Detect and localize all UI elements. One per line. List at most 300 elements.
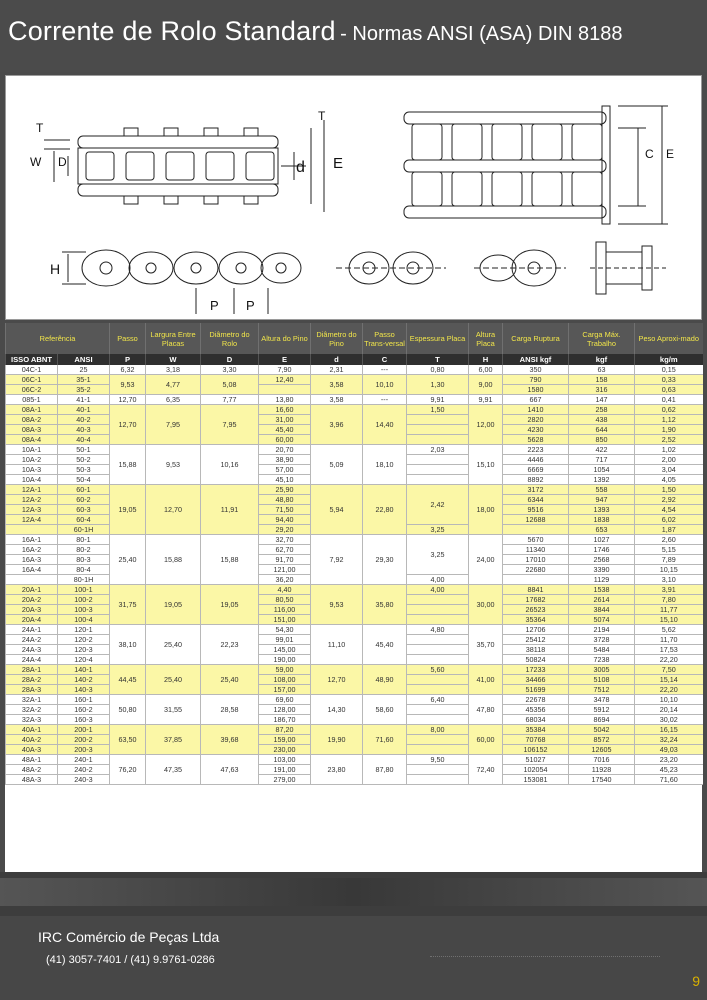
table-cell: 12,70 [311, 665, 363, 695]
subheader-cell: E [259, 354, 311, 365]
table-cell: 08A-2 [6, 415, 58, 425]
table-cell: 5484 [569, 645, 635, 655]
table-cell: 58,60 [363, 695, 407, 725]
table-cell: 45,40 [363, 625, 407, 665]
table-cell: 159,00 [259, 735, 311, 745]
table-cell: 62,70 [259, 545, 311, 555]
table-cell: 186,70 [259, 715, 311, 725]
table-cell: 9,53 [110, 375, 146, 395]
table-cell: 12706 [503, 625, 569, 635]
table-cell: 30,00 [469, 585, 503, 625]
subheader-cell: H [469, 354, 503, 365]
table-cell: 11,77 [635, 605, 703, 615]
table-cell: 100-4 [58, 615, 110, 625]
subheader-cell: C [363, 354, 407, 365]
table-cell: 10,10 [635, 695, 703, 705]
table-cell: 100-2 [58, 595, 110, 605]
subheader-cell: P [110, 354, 146, 365]
table-cell: 35-1 [58, 375, 110, 385]
table-cell: 5,94 [311, 485, 363, 535]
header-pin-diameter: Diâmetro do Pino [311, 323, 363, 354]
table-cell: 1,87 [635, 525, 703, 535]
table-cell: 12A-3 [6, 505, 58, 515]
table-cell: 20,70 [259, 445, 311, 455]
table-cell: 48A-3 [6, 775, 58, 785]
table-cell: 121,00 [259, 565, 311, 575]
table-cell [407, 615, 469, 625]
table-cell: 157,00 [259, 685, 311, 695]
decorative-band [0, 872, 707, 916]
table-cell: 71,50 [259, 505, 311, 515]
table-cell: 1,30 [407, 375, 469, 395]
table-cell: 653 [569, 525, 635, 535]
table-cell: 140-3 [58, 685, 110, 695]
header-reference: Referência [6, 323, 110, 354]
table-cell: 32,70 [259, 535, 311, 545]
subheader-cell: kgf [569, 354, 635, 365]
table-cell: 71,60 [635, 775, 703, 785]
table-cell: 153081 [503, 775, 569, 785]
table-cell: 71,60 [363, 725, 407, 755]
table-cell: 4,00 [407, 585, 469, 595]
table-cell: 20,14 [635, 705, 703, 715]
table-cell: 7,77 [201, 395, 259, 405]
table-cell: 1,50 [407, 405, 469, 415]
table-cell: 6669 [503, 465, 569, 475]
table-cell: 15,88 [146, 535, 201, 585]
table-cell: 87,20 [259, 725, 311, 735]
table-cell: 50-1 [58, 445, 110, 455]
table-cell: 12A-4 [6, 515, 58, 525]
page-title [8, 16, 622, 47]
table-cell: 0,41 [635, 395, 703, 405]
table-cell: 12A-2 [6, 495, 58, 505]
table-cell: 7,95 [201, 405, 259, 445]
table-cell: 16A-4 [6, 565, 58, 575]
table-cell: 17010 [503, 555, 569, 565]
table-cell [503, 575, 569, 585]
table-cell: 9,53 [146, 445, 201, 485]
table-cell: 47,80 [469, 695, 503, 725]
table-cell: 29,20 [259, 525, 311, 535]
phone-numbers: (41) 3057-7401 / (41) 9.9761-0286 [46, 954, 215, 966]
table-cell: 80-1 [58, 535, 110, 545]
table-cell: 47,63 [201, 755, 259, 785]
table-cell: 06C-2 [6, 385, 58, 395]
table-cell: 34466 [503, 675, 569, 685]
table-cell: 20A-3 [6, 605, 58, 615]
table-cell [407, 595, 469, 605]
table-cell: 80-3 [58, 555, 110, 565]
header-weight: Peso Aproxi-mado [635, 323, 703, 354]
table-cell [407, 735, 469, 745]
table-cell: 20A-1 [6, 585, 58, 595]
table-cell: 5,62 [635, 625, 703, 635]
table-cell [407, 715, 469, 725]
table-cell: 31,55 [146, 695, 201, 725]
table-cell: 20A-4 [6, 615, 58, 625]
subheader-cell: W [146, 354, 201, 365]
table-cell: 38,10 [110, 625, 146, 665]
table-cell: 558 [569, 485, 635, 495]
table-cell: 9,91 [407, 395, 469, 405]
table-cell: 7,80 [635, 595, 703, 605]
table-cell [259, 385, 311, 395]
table-cell: 60-2 [58, 495, 110, 505]
table-cell: 17682 [503, 595, 569, 605]
decorative-stripe [0, 878, 707, 906]
table-cell: 5,15 [635, 545, 703, 555]
header-pin-height: Altura do Pino [259, 323, 311, 354]
table-cell: 60,00 [259, 435, 311, 445]
header-pitch: Passo [110, 323, 146, 354]
table-cell: 3390 [569, 565, 635, 575]
table-cell: 9516 [503, 505, 569, 515]
table-cell: 15,14 [635, 675, 703, 685]
table-cell: 230,00 [259, 745, 311, 755]
table-cell: 24A-1 [6, 625, 58, 635]
table-row [6, 485, 703, 495]
table-cell: 25,40 [201, 665, 259, 695]
table-cell: 5,60 [407, 665, 469, 675]
table-cell: 11,91 [201, 485, 259, 535]
table-cell: 60-3 [58, 505, 110, 515]
table-cell: 2820 [503, 415, 569, 425]
label-P2: P [246, 298, 255, 313]
table-cell: 59,00 [259, 665, 311, 675]
table-cell: 23,80 [311, 755, 363, 785]
table-cell: 48,80 [259, 495, 311, 505]
table-cell: 3,18 [146, 365, 201, 375]
table-cell: 32A-3 [6, 715, 58, 725]
table-cell: 17540 [569, 775, 635, 785]
table-cell: --- [363, 395, 407, 405]
table-cell: 22,23 [201, 625, 259, 665]
table-cell: 9,53 [311, 585, 363, 625]
table-cell: 41,00 [469, 665, 503, 695]
table-cell: 240-1 [58, 755, 110, 765]
label-P1: P [210, 298, 219, 313]
table-cell: 45,10 [259, 475, 311, 485]
table-cell: 24A-3 [6, 645, 58, 655]
table-cell: 644 [569, 425, 635, 435]
header-transverse-pitch: Passo Trans-versal [363, 323, 407, 354]
table-cell: 87,80 [363, 755, 407, 785]
table-cell: 1054 [569, 465, 635, 475]
table-cell: 48A-2 [6, 765, 58, 775]
table-cell: 6,32 [110, 365, 146, 375]
table-cell: 1,50 [635, 485, 703, 495]
table-cell: 200-3 [58, 745, 110, 755]
table-cell: 8694 [569, 715, 635, 725]
table-cell: 23,20 [635, 755, 703, 765]
table-cell: 6,02 [635, 515, 703, 525]
table-cell: 3728 [569, 635, 635, 645]
table-cell: 06C-1 [6, 375, 58, 385]
table-cell: 3,58 [311, 395, 363, 405]
table-cell: 2194 [569, 625, 635, 635]
table-cell: 17233 [503, 665, 569, 675]
table-cell: 70768 [503, 735, 569, 745]
table-cell: 50-3 [58, 465, 110, 475]
table-cell: 49,03 [635, 745, 703, 755]
table-cell: 60,00 [469, 725, 503, 755]
table-cell: 947 [569, 495, 635, 505]
table-cell: 50,80 [110, 695, 146, 725]
table-cell: 790 [503, 375, 569, 385]
table-row [6, 535, 703, 545]
subheader-cell: D [201, 354, 259, 365]
table-cell: 31,75 [110, 585, 146, 625]
table-cell: 8572 [569, 735, 635, 745]
table-cell: 12,70 [146, 485, 201, 535]
label-D: D [58, 155, 67, 169]
table-cell [407, 775, 469, 785]
table-cell: 7,95 [146, 405, 201, 445]
table-cell: 91,70 [259, 555, 311, 565]
table-cell: 10,10 [363, 375, 407, 395]
table-cell [407, 605, 469, 615]
table-cell: 145,00 [259, 645, 311, 655]
table-cell: 10A-3 [6, 465, 58, 475]
table-cell: 0,33 [635, 375, 703, 385]
table-cell: 100-1 [58, 585, 110, 595]
subheader-cell: ISSO ABNT [6, 354, 58, 365]
table-cell: 04C-1 [6, 365, 58, 375]
table-cell: 22680 [503, 565, 569, 575]
table-cell: 15,10 [469, 445, 503, 485]
table-cell [407, 455, 469, 465]
table-cell: 10A-4 [6, 475, 58, 485]
table-cell: 5,08 [201, 375, 259, 395]
table-row [6, 725, 703, 735]
table-row [6, 445, 703, 455]
table-cell: 24A-4 [6, 655, 58, 665]
table-cell: 4230 [503, 425, 569, 435]
table-cell: 7,92 [311, 535, 363, 585]
table-cell: 26523 [503, 605, 569, 615]
table-cell: 7,90 [259, 365, 311, 375]
label-d: d [296, 159, 305, 176]
table-cell: 12A-1 [6, 485, 58, 495]
table-cell: 8892 [503, 475, 569, 485]
pin-side-view [590, 242, 666, 294]
table-cell: 22,80 [363, 485, 407, 535]
table-cell: 850 [569, 435, 635, 445]
table-cell: 667 [503, 395, 569, 405]
table-cell: 160-3 [58, 715, 110, 725]
table-cell: 120-3 [58, 645, 110, 655]
table-cell: 1393 [569, 505, 635, 515]
table-cell: 25,40 [146, 665, 201, 695]
table-cell [407, 655, 469, 665]
table-cell: 50824 [503, 655, 569, 665]
table-cell: 4,05 [635, 475, 703, 485]
faint-watermark-line [430, 956, 660, 962]
table-cell: 140-2 [58, 675, 110, 685]
table-cell: 11340 [503, 545, 569, 555]
table-cell: 2,60 [635, 535, 703, 545]
table-cell [407, 635, 469, 645]
table-cell: 63,50 [110, 725, 146, 755]
table-cell: 102054 [503, 765, 569, 775]
table-cell: 08A-1 [6, 405, 58, 415]
table-cell: 6344 [503, 495, 569, 505]
table-cell: 2568 [569, 555, 635, 565]
table-cell: 41-1 [58, 395, 110, 405]
table-cell: 32A-2 [6, 705, 58, 715]
table-cell: 1580 [503, 385, 569, 395]
table-cell: 3,25 [407, 535, 469, 575]
table-cell: 8,00 [407, 725, 469, 735]
table-cell: 5670 [503, 535, 569, 545]
table-cell: 40-2 [58, 415, 110, 425]
table-cell: 128,00 [259, 705, 311, 715]
table-cell: 4446 [503, 455, 569, 465]
table-cell: 32A-1 [6, 695, 58, 705]
table-cell: 45356 [503, 705, 569, 715]
table-cell: 31,00 [259, 415, 311, 425]
table-cell: 16A-3 [6, 555, 58, 565]
table-cell: 6,40 [407, 695, 469, 705]
table-cell: 40-4 [58, 435, 110, 445]
table-cell: 11,70 [635, 635, 703, 645]
table-cell: 100-3 [58, 605, 110, 615]
table-cell: 3,04 [635, 465, 703, 475]
table-cell: 17,53 [635, 645, 703, 655]
table-cell: 16A-1 [6, 535, 58, 545]
table-cell: 20A-2 [6, 595, 58, 605]
subheader-cell: T [407, 354, 469, 365]
table-cell: 35,80 [363, 585, 407, 625]
table-cell: 60-1 [58, 485, 110, 495]
table-cell [503, 525, 569, 535]
table-cell: 120-1 [58, 625, 110, 635]
table-row [6, 755, 703, 765]
table-cell: 12,00 [469, 405, 503, 445]
title-main: Corrente de Rolo Standard [8, 16, 336, 46]
table-row [6, 585, 703, 595]
table-cell [407, 645, 469, 655]
table-cell: 57,00 [259, 465, 311, 475]
subheader-cell: d [311, 354, 363, 365]
company-name: IRC Comércio de Peças Ltda [38, 929, 220, 945]
table-cell: 14,40 [363, 405, 407, 445]
table-cell: 3,30 [201, 365, 259, 375]
table-cell: 69,60 [259, 695, 311, 705]
table-cell: 422 [569, 445, 635, 455]
table-cell [407, 425, 469, 435]
table-row [6, 695, 703, 705]
table-row [6, 395, 703, 405]
table-cell: 9,91 [469, 395, 503, 405]
table-cell [407, 465, 469, 475]
table-cell: 45,23 [635, 765, 703, 775]
page-header [0, 0, 707, 72]
table-cell: 2,52 [635, 435, 703, 445]
table-cell: 160-2 [58, 705, 110, 715]
table-cell: 99,01 [259, 635, 311, 645]
table-cell: 80-1H [58, 575, 110, 585]
sub-header-row [6, 354, 703, 365]
table-cell: 22678 [503, 695, 569, 705]
table-cell: 16,15 [635, 725, 703, 735]
table-cell: 80-4 [58, 565, 110, 575]
table-cell: 1838 [569, 515, 635, 525]
table-cell: 0,15 [635, 365, 703, 375]
side-view-simplex [44, 120, 324, 212]
table-cell: 37,85 [146, 725, 201, 755]
table-cell: 140-1 [58, 665, 110, 675]
table-cell: 7,89 [635, 555, 703, 565]
table-cell: 40-3 [58, 425, 110, 435]
table-cell: 3478 [569, 695, 635, 705]
table-cell: 3844 [569, 605, 635, 615]
table-cell: 1746 [569, 545, 635, 555]
table-cell: 25,40 [110, 535, 146, 585]
table-cell: 45,40 [259, 425, 311, 435]
table-cell: 48A-1 [6, 755, 58, 765]
header-max-working-load: Carga Máx. Trabalho [569, 323, 635, 354]
table-row [6, 665, 703, 675]
table-cell: 258 [569, 405, 635, 415]
table-cell: 12688 [503, 515, 569, 525]
header-plate-height: Altura Placa [469, 323, 503, 354]
subheader-cell: kg/m [635, 354, 703, 365]
table-cell: 16A-2 [6, 545, 58, 555]
table-cell: 08A-4 [6, 435, 58, 445]
table-cell: 72,40 [469, 755, 503, 785]
table-cell: 28,58 [201, 695, 259, 725]
table-cell: 7512 [569, 685, 635, 695]
table-cell: 11928 [569, 765, 635, 775]
table-cell: 80-2 [58, 545, 110, 555]
table-cell: 13,80 [259, 395, 311, 405]
table-cell: 3,96 [311, 405, 363, 445]
table-cell: 3172 [503, 485, 569, 495]
table-cell: 158 [569, 375, 635, 385]
table-cell: 200-2 [58, 735, 110, 745]
table-cell: 80,50 [259, 595, 311, 605]
label-T: T [36, 121, 44, 135]
label-H: H [50, 261, 61, 277]
table-cell [407, 745, 469, 755]
label-C: C [645, 147, 654, 161]
table-cell: 0,63 [635, 385, 703, 395]
table-cell: 60-4 [58, 515, 110, 525]
table-cell [407, 475, 469, 485]
table-cell: 7238 [569, 655, 635, 665]
table-cell: 2614 [569, 595, 635, 605]
table-cell [6, 525, 58, 535]
table-cell: 3,10 [635, 575, 703, 585]
table-cell [407, 675, 469, 685]
table-cell: 12,40 [259, 375, 311, 385]
table-cell: 76,20 [110, 755, 146, 785]
header-width: Largura Entre Placas [146, 323, 201, 354]
table-cell: 51699 [503, 685, 569, 695]
table-cell: 40A-3 [6, 745, 58, 755]
table-cell: 48,90 [363, 665, 407, 695]
table-cell [6, 575, 58, 585]
table-cell: 4,54 [635, 505, 703, 515]
label-E: E [333, 155, 344, 172]
table-cell: 3,91 [635, 585, 703, 595]
table-cell: 2,03 [407, 445, 469, 455]
label-W: W [30, 155, 42, 169]
table-cell: 120-2 [58, 635, 110, 645]
table-cell: 50-2 [58, 455, 110, 465]
